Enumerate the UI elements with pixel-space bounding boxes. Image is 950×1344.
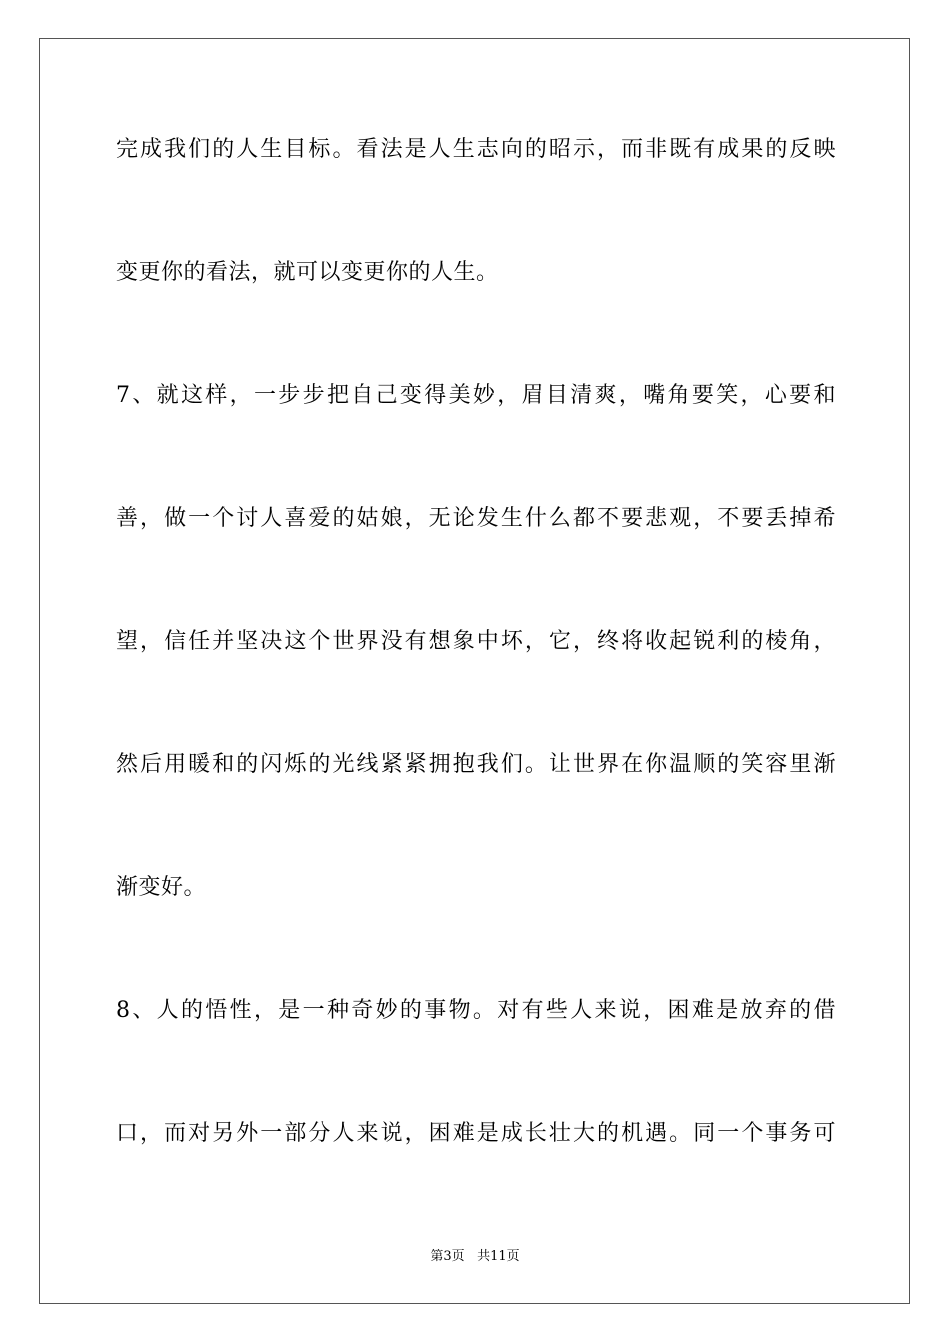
text-line-1: 完成我们的人生目标。看法是人生志向的昭示，而非既有成果的反映 (116, 137, 836, 162)
text-line-7: 渐变好。 (116, 875, 207, 900)
text-line-9: 口，而对另外一部分人来说，困难是成长壮大的机遇。同一个事务可 (116, 1121, 836, 1146)
text-line-2: 变更你的看法，就可以变更你的人生。 (116, 260, 499, 285)
text-line-4: 善，做一个讨人喜爱的姑娘，无论发生什么都不要悲观，不要丢掉希 (116, 506, 836, 531)
page-border (39, 38, 910, 1304)
page-number: 第3页 (430, 1249, 465, 1264)
page-total: 共11页 (477, 1249, 520, 1264)
text-line-6: 然后用暖和的闪烁的光线紧紧拥抱我们。让世界在你温顺的笑容里渐 (116, 752, 836, 777)
text-line-5: 望，信任并坚决这个世界没有想象中坏，它，终将收起锐利的棱角， (116, 629, 836, 654)
text-line-3: 7、就这样，一步步把自己变得美妙，眉目清爽，嘴角要笑，心要和 (116, 383, 836, 408)
page-footer (0, 1248, 950, 1266)
text-line-8: 8、人的悟性，是一种奇妙的事物。对有些人来说，困难是放弃的借 (116, 998, 836, 1023)
